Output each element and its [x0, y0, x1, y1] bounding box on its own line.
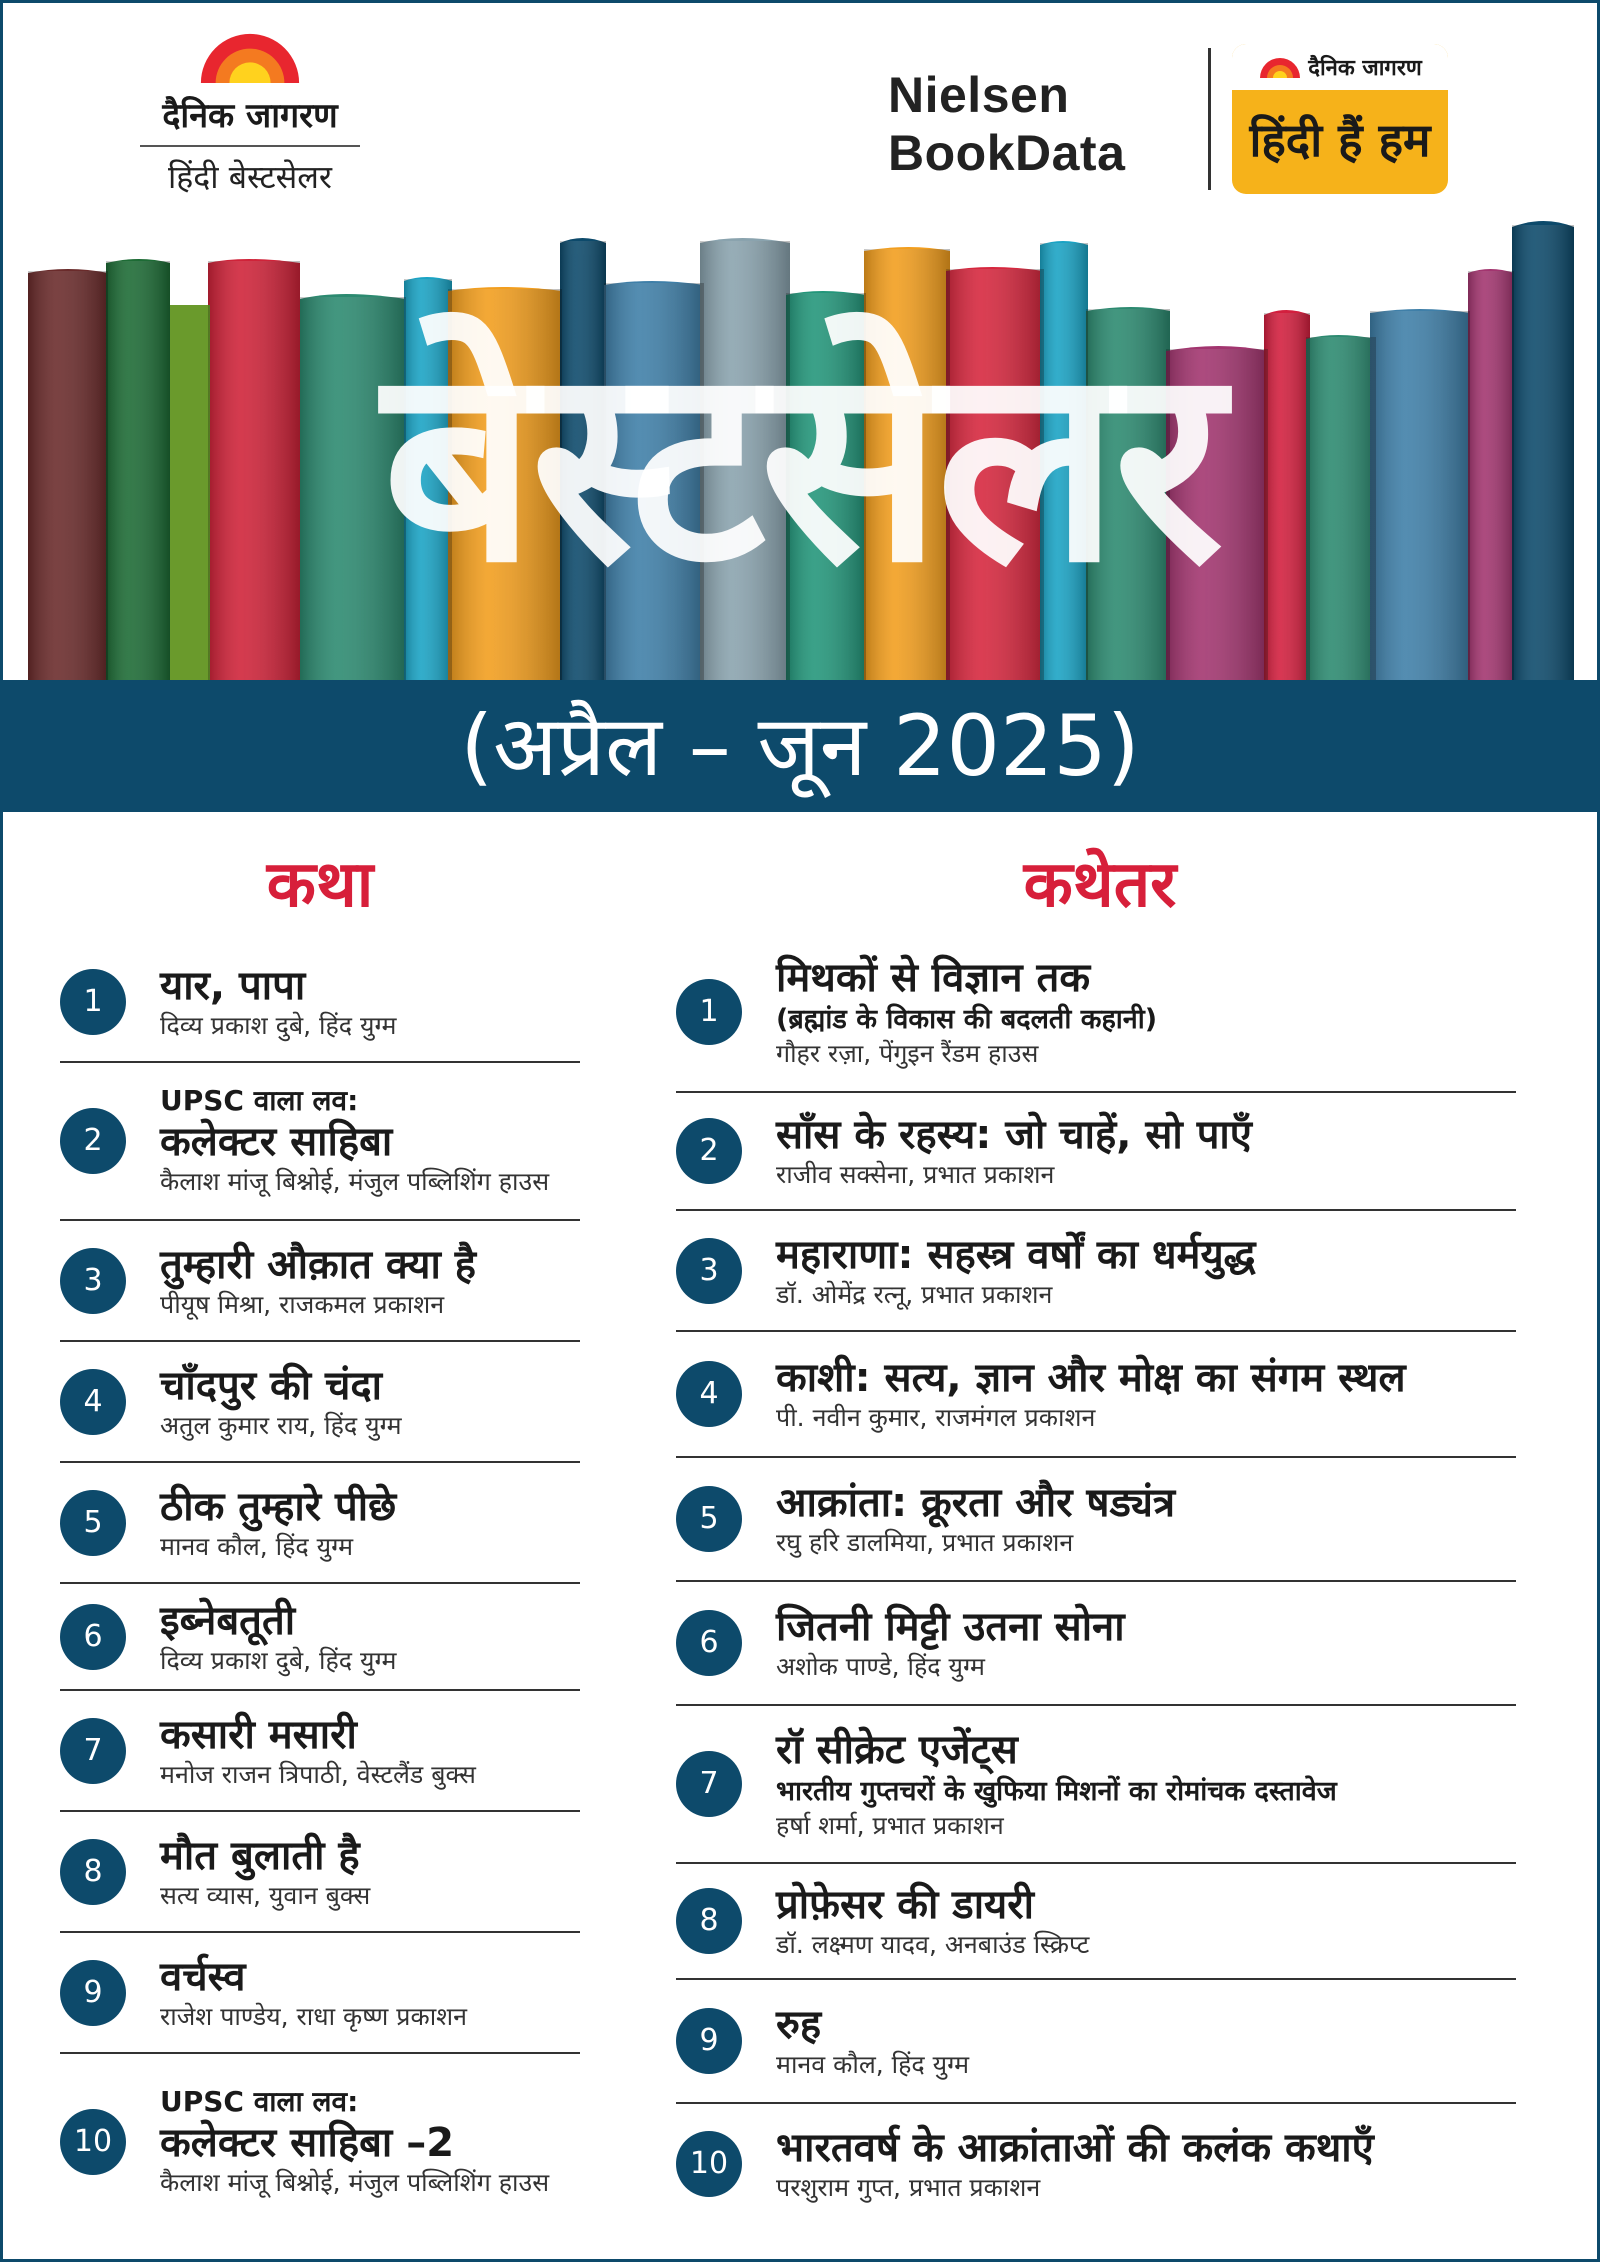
book-author: मनोज राजन त्रिपाठी, वेस्टलैंड बुक्स [160, 1759, 476, 1789]
book-title: मौत बुलाती है [160, 1832, 360, 1879]
hhh-header [1232, 44, 1448, 90]
fiction-heading: कथा [266, 848, 374, 922]
book-title: भारतवर्ष के आक्रांताओं की कलंक कथाएँ [776, 2125, 1374, 2171]
dj-brand-text: दैनिक जागरण [162, 96, 338, 136]
fiction-item [60, 1691, 580, 1812]
nielsen-bookdata-logo [888, 66, 1125, 182]
book-title: कलेक्टर साहिबा –2 [160, 2119, 455, 2166]
dainik-jagran-logo [130, 28, 370, 198]
book-author: हर्षा शर्मा, प्रभात प्रकाशन [776, 1811, 1004, 1840]
fiction-item [60, 942, 580, 1063]
dj-divider [140, 145, 360, 147]
book-author: कैलाश मांजू बिश्नोई, मंजुल पब्लिशिंग हाउस [160, 2167, 550, 2197]
rank-badge: 5 [60, 1490, 126, 1556]
hindi-hain-hum-logo [1232, 44, 1448, 194]
book-author: मानव कौल, हिंद युग्म [160, 1531, 354, 1561]
book-title: रुह [776, 2002, 822, 2048]
bestseller-title: बेस्टसेलर [382, 307, 1218, 622]
rank-badge: 4 [676, 1361, 742, 1427]
book-author: राजेश पाण्डेय, राधा कृष्ण प्रकाशन [160, 2001, 468, 2031]
nielsen-line2: BookData [888, 125, 1126, 181]
rank-badge: 5 [676, 1486, 742, 1552]
book-series: UPSC वाला लव: [160, 2084, 359, 2118]
book-title: तुम्हारी औक़ात क्या है [160, 1241, 476, 1288]
book-title: कलेक्टर साहिबा [160, 1119, 393, 1165]
nonfiction-item [676, 1093, 1516, 1211]
rank-badge: 4 [60, 1369, 126, 1435]
rank-badge: 1 [676, 979, 742, 1045]
book-title: रॉ सीक्रेट एजेंट्स [776, 1727, 1018, 1773]
book-author: डॉ. लक्ष्मण यादव, अनबाउंड स्क्रिप्ट [776, 1930, 1090, 1959]
nonfiction-item [676, 1582, 1516, 1706]
rank-badge: 1 [60, 969, 126, 1035]
dj-subtitle: हिंदी बेस्टसेलर [168, 158, 332, 196]
rank-badge: 2 [60, 1108, 126, 1174]
fiction-item [60, 2054, 580, 2229]
book-author: राजीव सक्सेना, प्रभात प्रकाशन [776, 1160, 1055, 1189]
book-title: जितनी मिट्टी उतना सोना [776, 1604, 1125, 1650]
book-subtitle: (ब्रह्मांड के विकास की बदलती कहानी) [776, 1003, 1158, 1035]
rank-badge: 10 [676, 2131, 742, 2197]
rank-badge: 7 [60, 1718, 126, 1784]
nonfiction-item [676, 1211, 1516, 1332]
book-author: अशोक पाण्डे, हिंद युग्म [776, 1652, 985, 1681]
book-author: दिव्य प्रकाश दुबे, हिंद युग्म [160, 1645, 397, 1675]
nonfiction-item [676, 1332, 1516, 1458]
sun-logo-icon [195, 28, 305, 83]
book-series: UPSC वाला लव: [160, 1084, 359, 1117]
nonfiction-heading: कथेतर [1023, 848, 1177, 922]
book-title: मिथकों से विज्ञान तक [776, 954, 1091, 1001]
rank-badge: 8 [60, 1839, 126, 1905]
fiction-list [60, 942, 580, 2229]
book-author: परशुराम गुप्त, प्रभात प्रकाशन [776, 2173, 1041, 2202]
rank-badge: 9 [676, 2008, 742, 2074]
rank-badge: 9 [60, 1960, 126, 2026]
rank-badge: 10 [60, 2109, 126, 2175]
book-title: साँस के रहस्य: जो चाहें, सो पाएँ [776, 1112, 1252, 1158]
book-author: दिव्य प्रकाश दुबे, हिंद युग्म [160, 1010, 397, 1040]
fiction-item [60, 1463, 580, 1584]
book-author: पीयूष मिश्रा, राजकमल प्रकाशन [160, 1289, 445, 1319]
nonfiction-item [676, 1864, 1516, 1980]
period-band: (अप्रैल – जून 2025) [0, 680, 1600, 812]
rank-badge: 6 [60, 1604, 126, 1670]
book-title: वर्चस्व [160, 1953, 246, 2000]
nonfiction-item [676, 932, 1516, 1093]
book-title: काशी: सत्य, ज्ञान और मोक्ष का संगम स्थल [776, 1355, 1406, 1401]
nonfiction-item [676, 2104, 1516, 2224]
book-author: रघु हरि डालमिया, प्रभात प्रकाशन [776, 1528, 1074, 1557]
book-title: ठीक तुम्हारे पीछे [160, 1483, 397, 1530]
small-sun-icon [1258, 56, 1302, 78]
book-author: मानव कौल, हिंद युग्म [776, 2050, 970, 2079]
rank-badge: 2 [676, 1118, 742, 1184]
nonfiction-item [676, 1980, 1516, 2104]
hhh-tagline: हिंदी हैं हम [1249, 113, 1431, 167]
book-title: यार, पापा [160, 962, 306, 1009]
rank-badge: 3 [676, 1238, 742, 1304]
fiction-item [60, 1933, 580, 2054]
fiction-item [60, 1063, 580, 1221]
book-author: कैलाश मांजू बिश्नोई, मंजुल पब्लिशिंग हाउस [160, 1167, 550, 1196]
logo-divider [1208, 48, 1211, 190]
rank-badge: 6 [676, 1610, 742, 1676]
hhh-brand: दैनिक जागरण [1308, 56, 1422, 81]
book-subtitle: भारतीय गुप्तचरों के खुफिया मिशनों का रोमांचक दस्तावेज [776, 1776, 1337, 1807]
fiction-item [60, 1342, 580, 1463]
nonfiction-list [676, 932, 1516, 2224]
book-title: महाराणा: सहस्त्र वर्षों का धर्मयुद्ध [776, 1231, 1256, 1278]
book-title: चाँदपुर की चंदा [160, 1362, 383, 1409]
fiction-item [60, 1221, 580, 1342]
book-title: आक्रांता: क्रूरता और षड्यंत्र [776, 1480, 1176, 1526]
book-author: अतुल कुमार राय, हिंद युग्म [160, 1410, 402, 1440]
rank-badge: 7 [676, 1751, 742, 1817]
book-author: गौहर रज़ा, पेंगुइन रैंडम हाउस [776, 1038, 1039, 1068]
book-author: सत्य व्यास, युवान बुक्स [160, 1880, 371, 1910]
book-title: कसारी मसारी [160, 1711, 357, 1758]
nonfiction-item [676, 1706, 1516, 1864]
book-author: पी. नवीन कुमार, राजमंगल प्रकाशन [776, 1403, 1096, 1432]
rank-badge: 8 [676, 1888, 742, 1954]
book-author: डॉ. ओमेंद्र रत्नू, प्रभात प्रकाशन [776, 1279, 1053, 1309]
rank-badge: 3 [60, 1248, 126, 1314]
fiction-item [60, 1812, 580, 1933]
fiction-item [60, 1584, 580, 1691]
nonfiction-item [676, 1458, 1516, 1582]
book-title: इब्नेबतूती [160, 1597, 296, 1644]
nielsen-line1: Nielsen [888, 67, 1070, 123]
book-title: प्रोफ़ेसर की डायरी [776, 1882, 1034, 1928]
